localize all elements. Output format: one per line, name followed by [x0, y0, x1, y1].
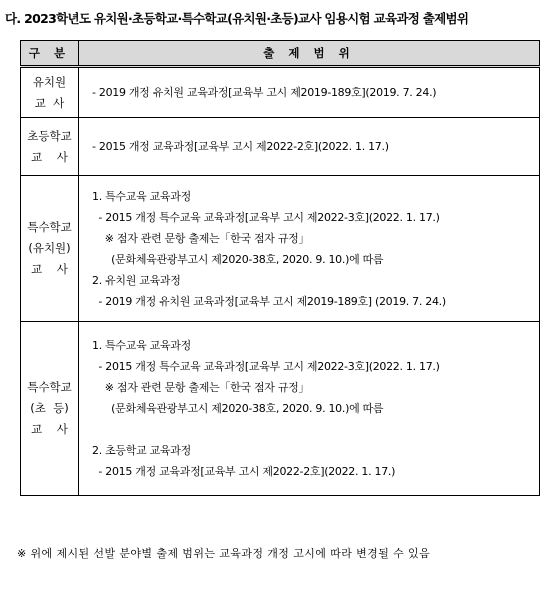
scope-cell — [79, 118, 540, 176]
category-cell — [21, 67, 79, 118]
category-line: (유치원) — [28, 241, 71, 255]
page-title: 다. 2023학년도 유치원·초등학교·특수학교(유치원·초등)교사 임용시험 교육과정 출제범위 — [5, 11, 469, 26]
table-header-row — [21, 41, 540, 67]
scope-line: - 2015 개정 교육과정[교육부 고시 제2022-2호](2022. 1. 17.) — [92, 140, 389, 153]
category-line: (초 등) — [30, 401, 69, 415]
table-row-kindergarten — [21, 67, 540, 118]
footnote: ※ 위에 제시된 선발 분야별 출제 범위는 교육과정 개정 고시에 따라 변경될 수 있음 — [17, 547, 431, 560]
table-row-special-elementary — [21, 322, 540, 496]
scope-line: 1. 특수교육 교육과정 — [92, 189, 191, 203]
category-line: 교 사 — [31, 422, 68, 436]
table-row-special-kindergarten — [21, 176, 540, 322]
category-cell — [21, 118, 79, 176]
category-line: 교 사 — [34, 95, 65, 110]
category-line: 특수학교 — [27, 220, 72, 234]
category-line: 유치원 — [32, 74, 67, 89]
category-line: 특수학교 — [27, 380, 72, 394]
exam-scope-table — [20, 40, 540, 496]
category-line: 교 사 — [31, 262, 68, 276]
scope-spacer-line — [92, 419, 539, 440]
scope-line: (문화체육관광부고시 제2020-38호, 2020. 9. 10.)에 따름 — [92, 252, 384, 266]
category-cell — [21, 176, 79, 322]
scope-line: - 2015 개정 교육과정[교육부 고시 제2022-2호](2022. 1. 17.) — [92, 465, 396, 478]
scope-line: 1. 특수교육 교육과정 — [92, 339, 191, 352]
scope-cell — [79, 67, 540, 118]
scope-line: 2. 유치원 교육과정 — [92, 273, 181, 287]
header-scope: 출 제 범 위 — [79, 41, 540, 67]
scope-line: - 2015 개정 특수교육 교육과정[교육부 고시 제2022-3호](2022. 1. 17.) — [92, 360, 440, 373]
table-row-elementary — [21, 118, 540, 176]
header-category: 구 분 — [21, 41, 79, 67]
scope-line: (문화체육관광부고시 제2020-38호, 2020. 9. 10.)에 따름 — [92, 402, 384, 415]
category-line: 교 사 — [31, 149, 68, 164]
category-line: 초등학교 — [27, 128, 72, 143]
scope-line: ※ 점자 관련 문항 출제는「한국 점자 규정」 — [92, 381, 310, 394]
category-cell — [21, 322, 79, 496]
scope-line: 2. 초등학교 교육과정 — [92, 444, 191, 457]
scope-line: - 2019 개정 유치원 교육과정[교육부 고시 제2019-189호](2019. 7. 24.) — [92, 86, 437, 99]
scope-line: ※ 점자 관련 문항 출제는「한국 점자 규정」 — [92, 231, 310, 245]
scope-line: - 2015 개정 특수교육 교육과정[교육부 고시 제2022-3호](2022. 1. 17.) — [92, 210, 440, 224]
scope-cell — [79, 176, 540, 322]
scope-line: - 2019 개정 유치원 교육과정[교육부 고시 제2019-189호] (2019. 7. 24.) — [92, 294, 446, 308]
scope-cell — [79, 322, 540, 496]
